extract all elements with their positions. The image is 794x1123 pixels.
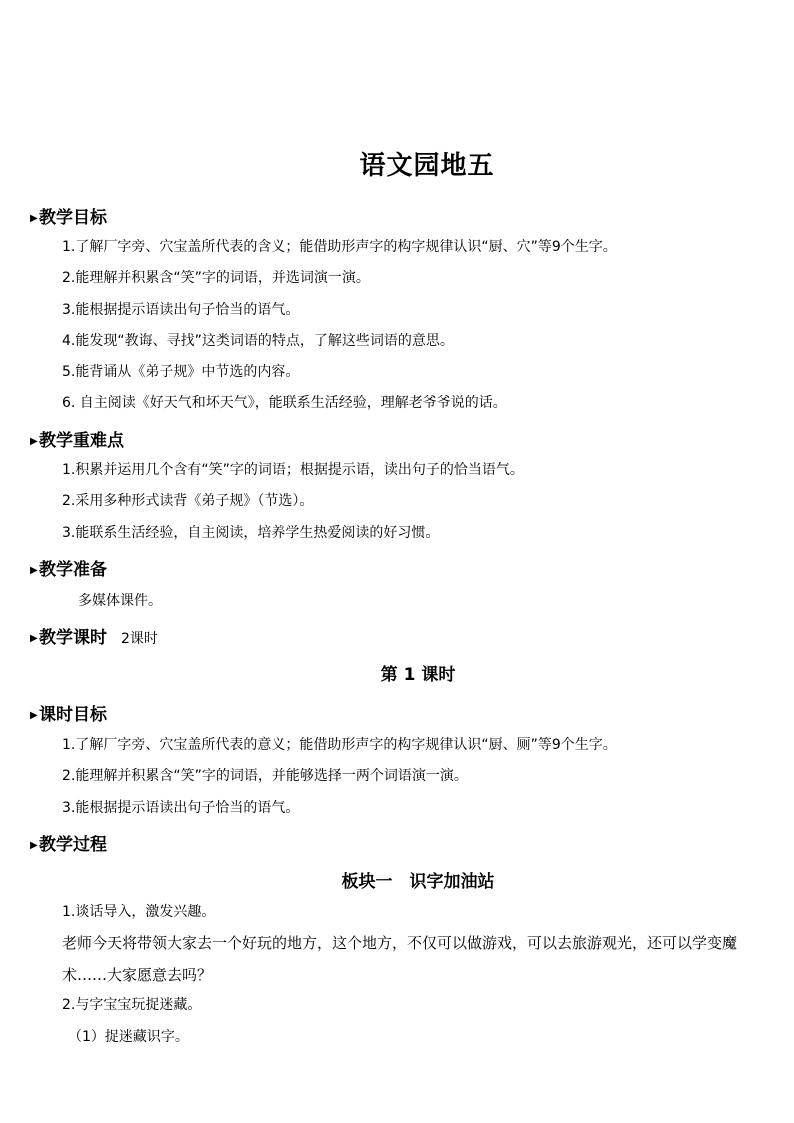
- triangle-right-icon: ▶: [30, 633, 38, 644]
- block-heading: 板块一 识字加油站: [341, 872, 495, 892]
- page-title: 语文园地五: [359, 151, 495, 181]
- list-item: 1.了解厂字旁、穴宝盖所代表的含义；能借助形声字的构字规律认识“厨、穴”等9个生字。: [62, 239, 617, 255]
- section-heading-lesson-goals: ▶课时目标: [30, 705, 107, 725]
- process-step-2: 2.与字宝宝玩捉迷藏。: [62, 997, 202, 1013]
- list-item: 6. 自主阅读《好天气和坏天气》，能联系生活经验，理解老爷爷说的话。: [62, 395, 507, 411]
- section-heading-hours: ▶教学课时 2课时: [30, 628, 158, 648]
- list-item: 2.采用多种形式读背《弟子规》（节选）。: [62, 493, 314, 509]
- list-item: 5.能背诵从《弟子规》中节选的内容。: [62, 364, 300, 380]
- preparation-text: 多媒体课件。: [78, 593, 162, 609]
- triangle-right-icon: ▶: [30, 213, 38, 224]
- section-heading-preparation: ▶教学准备: [30, 560, 107, 580]
- list-item: 3.能根据提示语读出句子恰当的语气。: [62, 302, 300, 318]
- section-heading-goals: ▶教学目标: [30, 208, 107, 228]
- triangle-right-icon: ▶: [30, 840, 38, 851]
- section-heading-process: ▶教学过程: [30, 835, 107, 855]
- list-item: 1.了解厂字旁、穴宝盖所代表的意义；能借助形声字的构字规律认识“厨、厕”等9个生字。: [62, 737, 617, 753]
- triangle-right-icon: ▶: [30, 710, 38, 721]
- triangle-right-icon: ▶: [30, 565, 38, 576]
- list-item: 3.能联系生活经验，自主阅读，培养学生热爱阅读的好习惯。: [62, 525, 440, 541]
- process-step-2-sub: （1）捉迷藏识字。: [68, 1029, 189, 1045]
- list-item: 1.积累并运用几个含有“笑”字的词语；根据提示语，读出句子的恰当语气。: [62, 462, 524, 478]
- hours-value: 2课时: [121, 631, 158, 647]
- list-item: 3.能根据提示语读出句子恰当的语气。: [62, 800, 300, 816]
- section-heading-key-points: ▶教学重难点: [30, 431, 124, 451]
- lesson-heading: 第 1 课时: [380, 665, 456, 685]
- list-item: 2.能理解并积累含“笑”字的词语，并能够选择一两个词语演一演。: [62, 768, 468, 784]
- triangle-right-icon: ▶: [30, 436, 38, 447]
- process-paragraph: 老师今天将带领大家去一个好玩的地方，这个地方，不仅可以做游戏，可以去旅游观光，还可以学变魔术……大家愿意去吗？: [62, 934, 738, 984]
- list-item: 4.能发现“教诲、寻找”这类词语的特点，了解这些词语的意思。: [62, 333, 454, 349]
- process-step-1: 1.谈话导入，激发兴趣。: [62, 904, 216, 920]
- list-item: 2.能理解并积累含“笑”字的词语，并选词演一演。: [62, 270, 370, 286]
